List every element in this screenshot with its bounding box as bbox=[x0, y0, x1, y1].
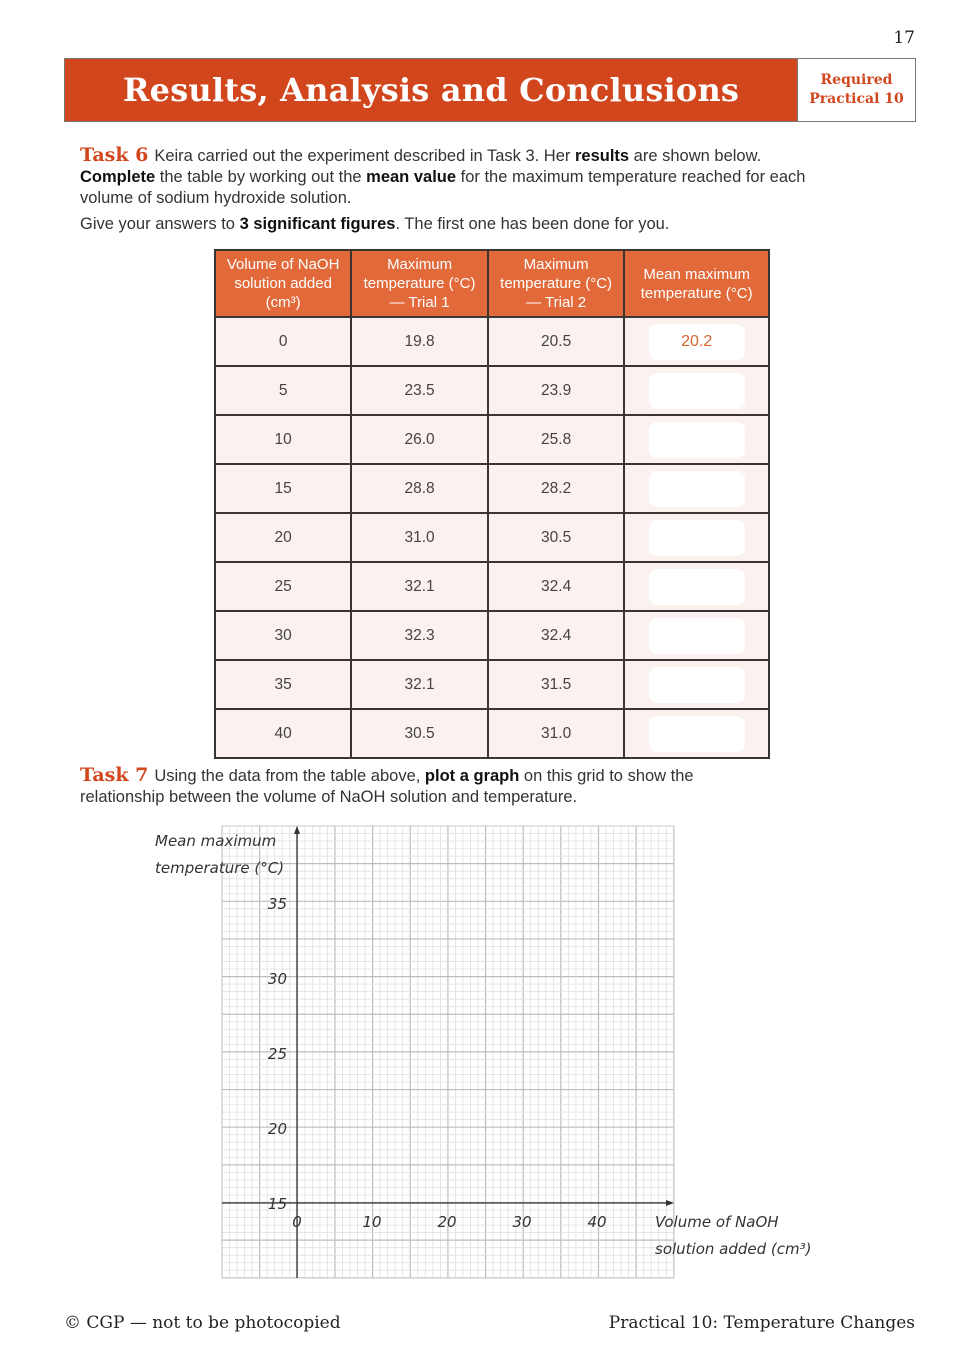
footer-copyright: © CGP — not to be photocopied bbox=[64, 1313, 341, 1333]
cell-trial2: 32.4 bbox=[488, 611, 625, 660]
task6-text: Keira carried out the experiment described in Task 3. Her bbox=[154, 147, 575, 165]
x-tick-label: 20 bbox=[437, 1213, 457, 1231]
cell-trial2: 30.5 bbox=[488, 513, 625, 562]
cell-trial1: 30.5 bbox=[351, 709, 488, 758]
x-tick-label: 0 bbox=[292, 1213, 302, 1231]
x-tick-label: 40 bbox=[587, 1213, 607, 1231]
cell-volume: 25 bbox=[215, 562, 351, 611]
y-tick-label: 25 bbox=[267, 1045, 287, 1063]
cell-trial2: 25.8 bbox=[488, 415, 625, 464]
task6-bold: results bbox=[574, 147, 630, 165]
cell-trial1: 32.3 bbox=[351, 611, 488, 660]
task6-bold: 3 significant figures bbox=[239, 215, 396, 233]
cell-volume: 10 bbox=[215, 415, 351, 464]
cell-trial1: 28.8 bbox=[351, 464, 488, 513]
cell-trial1: 32.1 bbox=[351, 660, 488, 709]
x-axis-label-line2: solution added (cm³) bbox=[655, 1240, 812, 1258]
y-axis-label-line2: temperature (°C) bbox=[155, 859, 285, 877]
y-tick-label: 30 bbox=[267, 970, 287, 988]
y-tick-label: 20 bbox=[267, 1120, 287, 1138]
y-axis-arrow-icon bbox=[294, 826, 300, 834]
y-tick-label: 15 bbox=[267, 1195, 287, 1213]
x-tick-label: 30 bbox=[512, 1213, 532, 1231]
cell-volume: 0 bbox=[215, 317, 351, 366]
cell-volume: 40 bbox=[215, 709, 351, 758]
header-mean: Mean maximum temperature (°C) bbox=[624, 250, 769, 317]
cell-trial1: 31.0 bbox=[351, 513, 488, 562]
task6-text: Give your answers to bbox=[80, 215, 240, 233]
task6-text: the table by working out the bbox=[155, 168, 367, 186]
task7-bold: plot a graph bbox=[424, 767, 520, 785]
cell-trial2: 20.5 bbox=[488, 317, 625, 366]
cell-trial2: 31.0 bbox=[488, 709, 625, 758]
cell-volume: 35 bbox=[215, 660, 351, 709]
task6-text: . The first one has been done for you. bbox=[395, 215, 670, 233]
cell-volume: 5 bbox=[215, 366, 351, 415]
x-axis-label-line1: Volume of NaOH bbox=[655, 1213, 779, 1231]
cell-trial1: 32.1 bbox=[351, 562, 488, 611]
task7-text: on this grid to show the relationship between the volume of NaOH solution and temperature. bbox=[80, 767, 694, 806]
page-number: 17 bbox=[893, 28, 915, 48]
header-trial1: Maximum temperature (°C) — Trial 1 bbox=[351, 250, 488, 317]
task6-bold: Complete bbox=[80, 168, 156, 186]
x-axis-arrow-icon bbox=[666, 1200, 674, 1206]
cell-trial2: 28.2 bbox=[488, 464, 625, 513]
y-tick-label: 35 bbox=[267, 895, 287, 913]
header-volume: Volume of NaOH solution added (cm³) bbox=[215, 250, 351, 317]
task7-text: Using the data from the table above, bbox=[154, 767, 425, 785]
cell-volume: 20 bbox=[215, 513, 351, 562]
cell-trial1: 19.8 bbox=[351, 317, 488, 366]
task6-text: are shown below. bbox=[629, 147, 762, 165]
page-title: Results, Analysis and Conclusions bbox=[122, 71, 740, 109]
cell-trial2: 31.5 bbox=[488, 660, 625, 709]
cell-volume: 30 bbox=[215, 611, 351, 660]
cell-volume: 15 bbox=[215, 464, 351, 513]
task7-label: Task 7 bbox=[80, 764, 149, 786]
cell-trial1: 23.5 bbox=[351, 366, 488, 415]
mean-answer-box[interactable]: 20.2 bbox=[649, 324, 745, 360]
badge-line-1: Required bbox=[820, 72, 893, 88]
y-axis-label-line1: Mean maximum bbox=[155, 832, 277, 850]
task6-text: for the maximum temperature reached for each volume of sodium hydroxide solution. bbox=[80, 168, 806, 207]
x-tick-label: 10 bbox=[362, 1213, 382, 1231]
badge-line-2: Practical 10 bbox=[809, 91, 904, 107]
footer-practical-title: Practical 10: Temperature Changes bbox=[608, 1313, 915, 1333]
task6-bold: mean value bbox=[366, 168, 457, 186]
cell-trial2: 32.4 bbox=[488, 562, 625, 611]
header-trial2: Maximum temperature (°C) — Trial 2 bbox=[488, 250, 625, 317]
task6-label: Task 6 bbox=[80, 144, 149, 166]
cell-trial2: 23.9 bbox=[488, 366, 625, 415]
cell-trial1: 26.0 bbox=[351, 415, 488, 464]
